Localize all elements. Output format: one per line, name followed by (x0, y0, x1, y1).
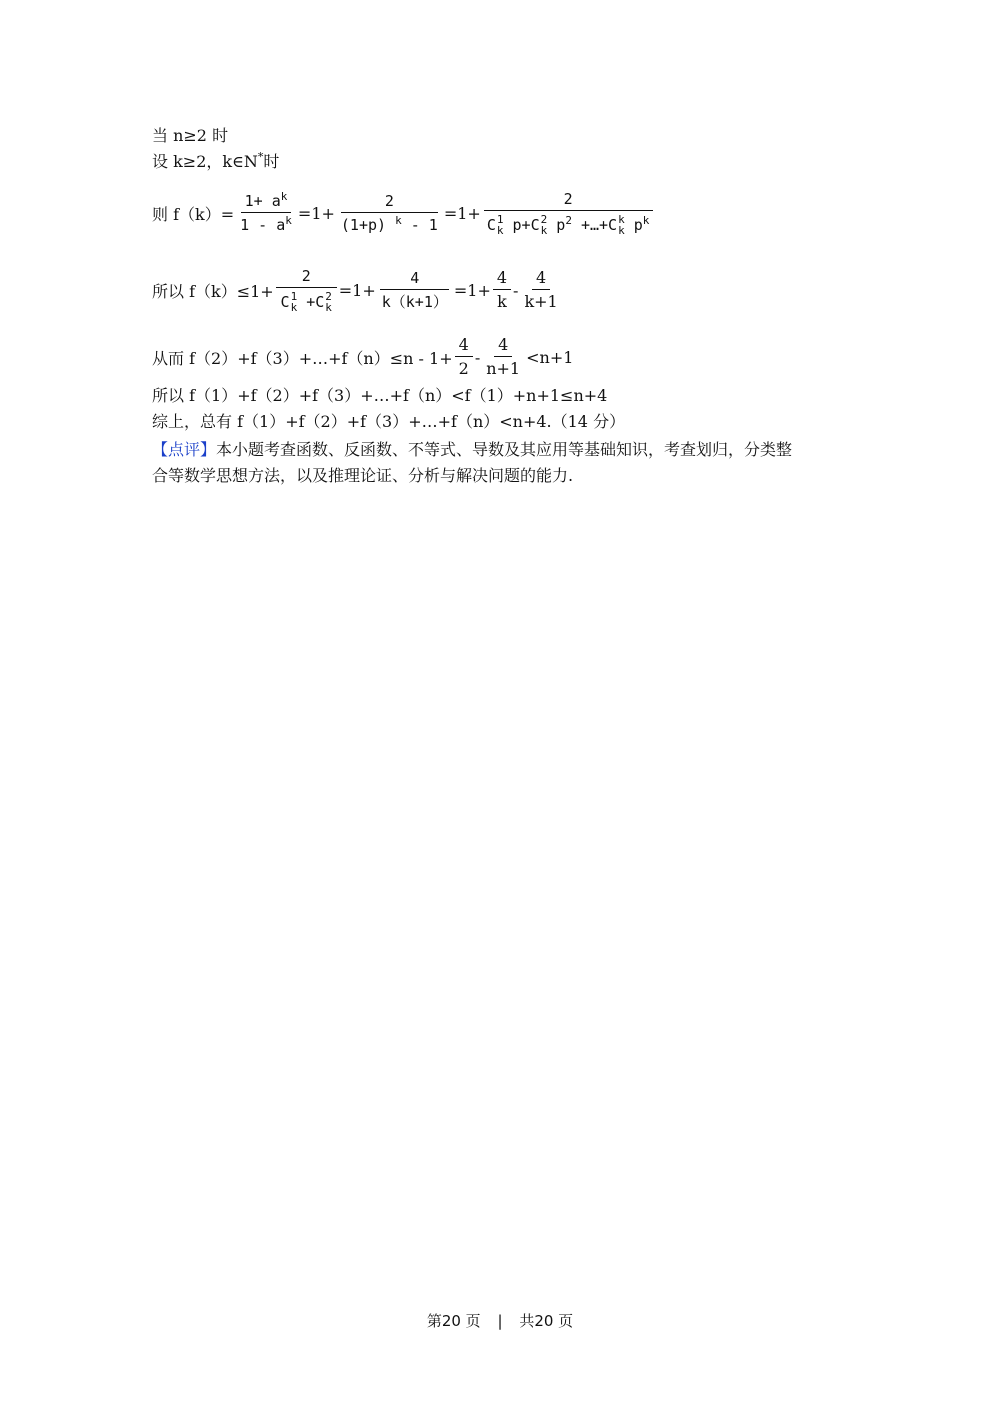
eq5-frac-2-num: 4 (494, 336, 512, 357)
eq4-frac-1 (276, 267, 337, 313)
eq4-frac-3-den: k (497, 292, 507, 311)
eq3-frac-2-den-text: (1+p) (340, 216, 396, 234)
eq4-frac-4-num: 4 (532, 269, 550, 290)
eq4-frac-2 (378, 269, 452, 311)
eq5-frac-1-den: 2 (458, 359, 469, 378)
eq3-frac-1-num-sup: k (280, 190, 288, 203)
eq3-frac-1 (236, 192, 296, 234)
eq3-comb-b-c: p+C (512, 216, 540, 234)
eq5-frac-2 (482, 336, 524, 378)
eq3-pk-sup: k (642, 214, 650, 227)
eq3-frac-2-den (337, 213, 442, 234)
eq3-frac-2 (337, 192, 442, 234)
eq3-frac-1-den-sup: k (285, 214, 292, 227)
footer-total-pages: 共20 页 (519, 1312, 574, 1330)
eq4-minus: - (513, 280, 519, 300)
eq5-frac-1 (455, 336, 473, 378)
text-line-2-main: 设 k≥2，k∈N (152, 152, 258, 171)
eq4-eq-2: =1+ (453, 280, 491, 300)
eq5-tail: <n+1 (526, 347, 574, 367)
text-line-1: 当 n≥2 时 (152, 126, 229, 145)
eq3-p2-sup: 2 (565, 214, 572, 227)
eq3-frac-1-den-text: 1 - a (240, 216, 286, 234)
eq3-comb-d-sup: k (618, 213, 625, 226)
eq3-pk-base: p (633, 216, 643, 234)
equation-line-3 (152, 186, 655, 240)
eq3-frac-3-num: 2 (484, 190, 653, 211)
eq4-comb-a-sub: k (290, 301, 298, 314)
eq3-frac-3-den (483, 211, 654, 236)
text-line-6: 所以 f（1）+f（2）+f（3）+…+f（n）<f（1）+n+1≤n+4 (152, 386, 608, 405)
eq3-p2-base: p (556, 216, 566, 234)
eq5-frac-2-den: n+1 (486, 359, 521, 378)
eq5-frac-1-num: 4 (455, 336, 473, 357)
eq3-frac-2-den-sup: k (395, 214, 402, 227)
eq4-comb-b-sub: k (325, 301, 332, 314)
equation-line-4 (152, 262, 564, 318)
eq3-frac-1-num (241, 192, 292, 213)
eq3-frac-2-num: 2 (341, 192, 438, 213)
eq4-frac-4 (520, 269, 561, 311)
footer-separator: | (497, 1312, 503, 1330)
eq3-comb-d (581, 214, 625, 236)
text-line-2-tail: 时 (263, 152, 280, 171)
text-line-2 (152, 152, 279, 172)
eq4-frac-2-den: k（k+1） (381, 293, 448, 311)
footer-page-number: 第20 页 (426, 1312, 481, 1330)
eq4-comb-b-c: +C (306, 293, 325, 311)
comment-line-1 (152, 440, 792, 460)
eq3-comb-a-sub: k (496, 224, 504, 237)
comment-text-1: 本小题考查函数、反函数、不等式、导数及其应用等基础知识，考查划归，分类整 (216, 440, 793, 459)
eq4-comb-a-sup: 1 (290, 290, 298, 303)
eq4-frac-1-num: 2 (276, 267, 337, 288)
comment-line-2: 合等数学思想方法，以及推理论证、分析与解决问题的能力. (152, 466, 574, 485)
eq4-frac-3-num: 4 (493, 269, 511, 290)
eq4-frac-4-den: k+1 (524, 292, 558, 311)
eq3-comb-b-sup: 2 (540, 213, 548, 226)
equation-line-5 (152, 334, 573, 380)
eq4-prefix: 所以 f（k）≤1+ (152, 281, 274, 301)
page-footer (0, 1310, 1000, 1331)
eq3-frac-2-den-tail: - 1 (401, 216, 438, 234)
eq3-comb-a (487, 214, 504, 236)
comment-label: 【点评】 (152, 440, 217, 459)
eq4-comb-a (281, 291, 298, 313)
eq4-frac-3 (493, 269, 511, 311)
eq3-frac-3 (483, 190, 654, 236)
eq4-comb-b-sup: 2 (325, 290, 332, 303)
eq3-comb-d-c: +…+C (580, 216, 618, 234)
eq3-eq-1: =1+ (297, 203, 335, 223)
eq3-comb-b-sub: k (540, 224, 548, 237)
eq3-frac-1-den (236, 213, 296, 234)
eq4-frac-2-num: 4 (380, 269, 449, 290)
eq5-prefix: 从而 f（2）+f（3）+…+f（n）≤n - 1+ (152, 348, 453, 368)
text-line-2-sup: * (257, 150, 264, 164)
eq3-comb-d-sub: k (618, 224, 625, 237)
eq3-comb-a-sup: 1 (496, 213, 504, 226)
eq4-comb-a-c: C (280, 293, 290, 311)
eq3-comb-b (513, 214, 548, 236)
eq3-comb-a-c: C (486, 216, 496, 234)
eq4-comb-b (306, 291, 332, 313)
eq4-frac-1-den (277, 288, 336, 313)
eq3-frac-1-num-text: 1+ a (244, 192, 281, 210)
eq3-eq-2: =1+ (443, 203, 481, 223)
text-line-7: 综上，总有 f（1）+f（2）+f（3）+…+f（n）<n+4.（14 分） (152, 412, 626, 431)
eq3-prefix: 则 f（k）= (152, 204, 235, 224)
eq5-minus: - (474, 347, 481, 367)
eq4-eq-1: =1+ (338, 280, 376, 300)
